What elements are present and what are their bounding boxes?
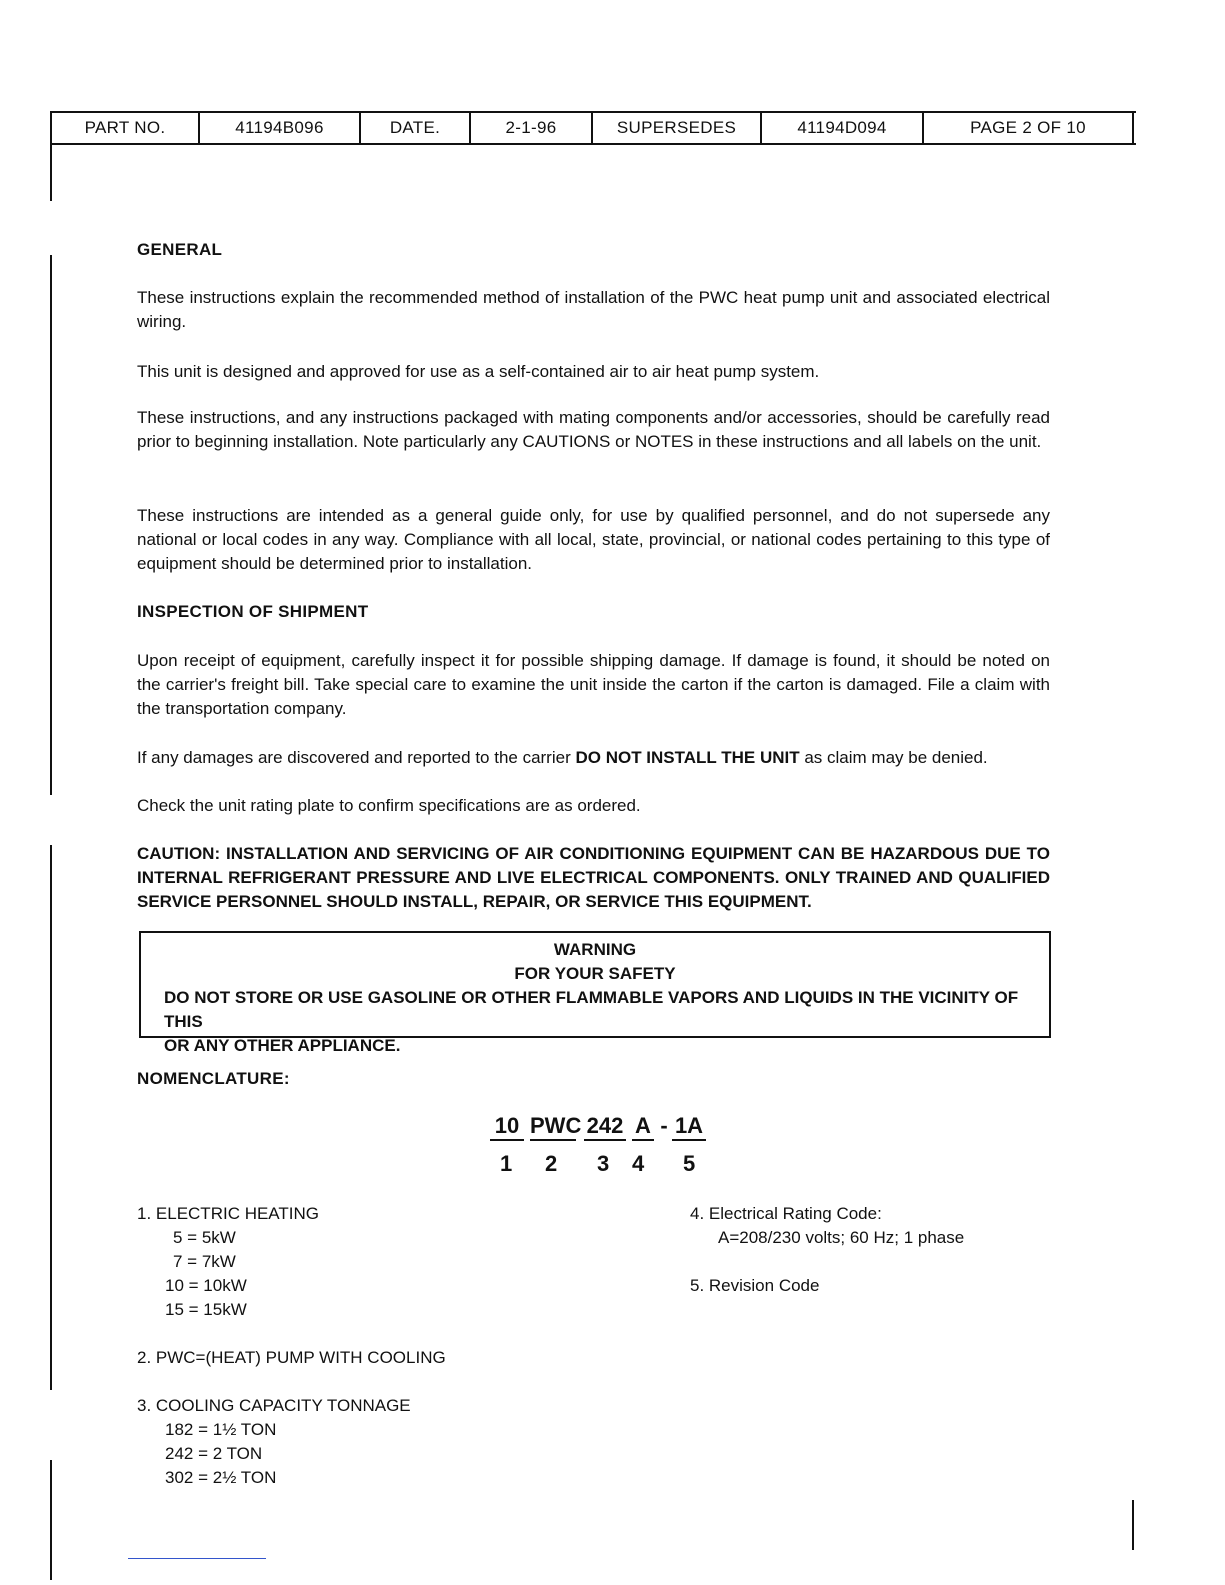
supersedes-value: 41194D094 bbox=[762, 113, 924, 143]
supersedes-label: SUPERSEDES bbox=[593, 113, 762, 143]
left-margin-line bbox=[50, 1460, 52, 1580]
warning-subtitle: FOR YOUR SAFETY bbox=[514, 964, 676, 983]
warning-title: WARNING bbox=[553, 940, 637, 959]
bottom-scan-mark bbox=[128, 1558, 266, 1559]
code-index-4: 4 bbox=[632, 1151, 645, 1176]
nomenclature-heading: NOMENCLATURE: bbox=[137, 1069, 290, 1088]
heating-row: 15 = 15kW bbox=[165, 1300, 247, 1319]
code-index-2: 2 bbox=[545, 1151, 558, 1176]
heating-row: 10 = 10kW bbox=[165, 1276, 247, 1295]
item-cooling-capacity: 3. COOLING CAPACITY TONNAGE bbox=[137, 1396, 411, 1415]
left-margin-line bbox=[50, 845, 52, 1390]
general-paragraph-4: These instructions are intended as a general guide only, for use by qualified personnel, and do not supersede any national or local codes in any way. Compliance with all local, state, provincial, or national codes pertaining to this type of equipment should be determined prior to installation. bbox=[137, 506, 1050, 573]
header-table bbox=[50, 111, 1136, 145]
model-code-dash: - bbox=[660, 1113, 668, 1138]
warning-line-1: DO NOT STORE OR USE GASOLINE OR OTHER FLAMMABLE VAPORS AND LIQUIDS IN THE VICINITY OF THIS bbox=[164, 988, 1019, 1031]
electrical-rating-detail: A=208/230 volts; 60 Hz; 1 phase bbox=[718, 1228, 965, 1247]
item-electric-heating: 1. ELECTRIC HEATING bbox=[137, 1204, 319, 1223]
tonnage-row: 302 = 2½ TON bbox=[165, 1468, 277, 1487]
model-code-series: PWC bbox=[530, 1113, 576, 1141]
model-code-heating: 10 bbox=[490, 1113, 524, 1141]
item-revision-code: 5. Revision Code bbox=[690, 1276, 820, 1295]
warning-line-2: OR ANY OTHER APPLIANCE. bbox=[164, 1036, 401, 1055]
inspection-heading: INSPECTION OF SHIPMENT bbox=[137, 602, 369, 621]
inspection-paragraph-3: Check the unit rating plate to confirm specifications are as ordered. bbox=[137, 796, 641, 815]
general-heading: GENERAL bbox=[137, 240, 223, 259]
tonnage-row: 182 = 1½ TON bbox=[165, 1420, 277, 1439]
inspection-p2-text-end: as claim may be denied. bbox=[799, 748, 988, 767]
general-paragraph-2: This unit is designed and approved for use as a self-contained air to air heat pump system. bbox=[137, 362, 820, 381]
left-margin-line bbox=[50, 255, 52, 795]
page-number: PAGE 2 OF 10 bbox=[924, 113, 1134, 143]
code-index-5: 5 bbox=[683, 1151, 696, 1176]
model-code-capacity: 242 bbox=[584, 1113, 626, 1141]
warning-box bbox=[139, 931, 1051, 1055]
date-value: 2-1-96 bbox=[471, 113, 593, 143]
part-no-value: 41194B096 bbox=[200, 113, 361, 143]
general-paragraph-3: These instructions, and any instructions packaged with mating components and/or accessories, should be carefully read prior to beginning installation. Note particularly any CAUTIONS or NOTES in these instructions and all labels on the unit. bbox=[137, 408, 1050, 451]
code-index-3: 3 bbox=[597, 1151, 610, 1176]
date-label: DATE. bbox=[361, 113, 471, 143]
item-electrical-rating: 4. Electrical Rating Code: bbox=[690, 1204, 882, 1223]
model-code-rating: A bbox=[632, 1113, 654, 1141]
part-no-label: PART NO. bbox=[52, 113, 200, 143]
inspection-paragraph-1: Upon receipt of equipment, carefully inspect it for possible shipping damage. If damage is found, it should be noted on the carrier's freight bill. Take special care to examine the unit inside the carton if the carton is damaged. File a claim with the transportation company. bbox=[137, 651, 1050, 718]
caution-notice: CAUTION: INSTALLATION AND SERVICING OF AIR CONDITIONING EQUIPMENT CAN BE HAZARDOUS DUE TO INTERNAL REFRIGERANT PRESSURE AND LIVE ELECTRICAL COMPONENTS. ONLY TRAINED AND QUALIFIED SERVICE PERSONNEL SHOULD INSTALL, REPAIR, OR SERVICE THIS EQUIPMENT. bbox=[137, 844, 1050, 911]
general-paragraph-1: These instructions explain the recommended method of installation of the PWC heat pump unit and associated electrical wiring. bbox=[137, 288, 1050, 331]
item-pwc: 2. PWC=(HEAT) PUMP WITH COOLING bbox=[137, 1348, 446, 1367]
heating-row: 7 = 7kW bbox=[173, 1252, 236, 1271]
model-code-revision: 1A bbox=[672, 1113, 706, 1141]
heating-row: 5 = 5kW bbox=[173, 1228, 236, 1247]
right-margin-line bbox=[1132, 1500, 1134, 1550]
left-margin-line bbox=[50, 141, 52, 201]
inspection-paragraph-2 bbox=[137, 746, 1050, 770]
do-not-install-emphasis: DO NOT INSTALL THE UNIT bbox=[575, 748, 800, 767]
tonnage-row: 242 = 2 TON bbox=[165, 1444, 263, 1463]
code-index-1: 1 bbox=[500, 1151, 513, 1176]
inspection-p2-text: If any damages are discovered and reported to the carrier bbox=[137, 748, 576, 767]
